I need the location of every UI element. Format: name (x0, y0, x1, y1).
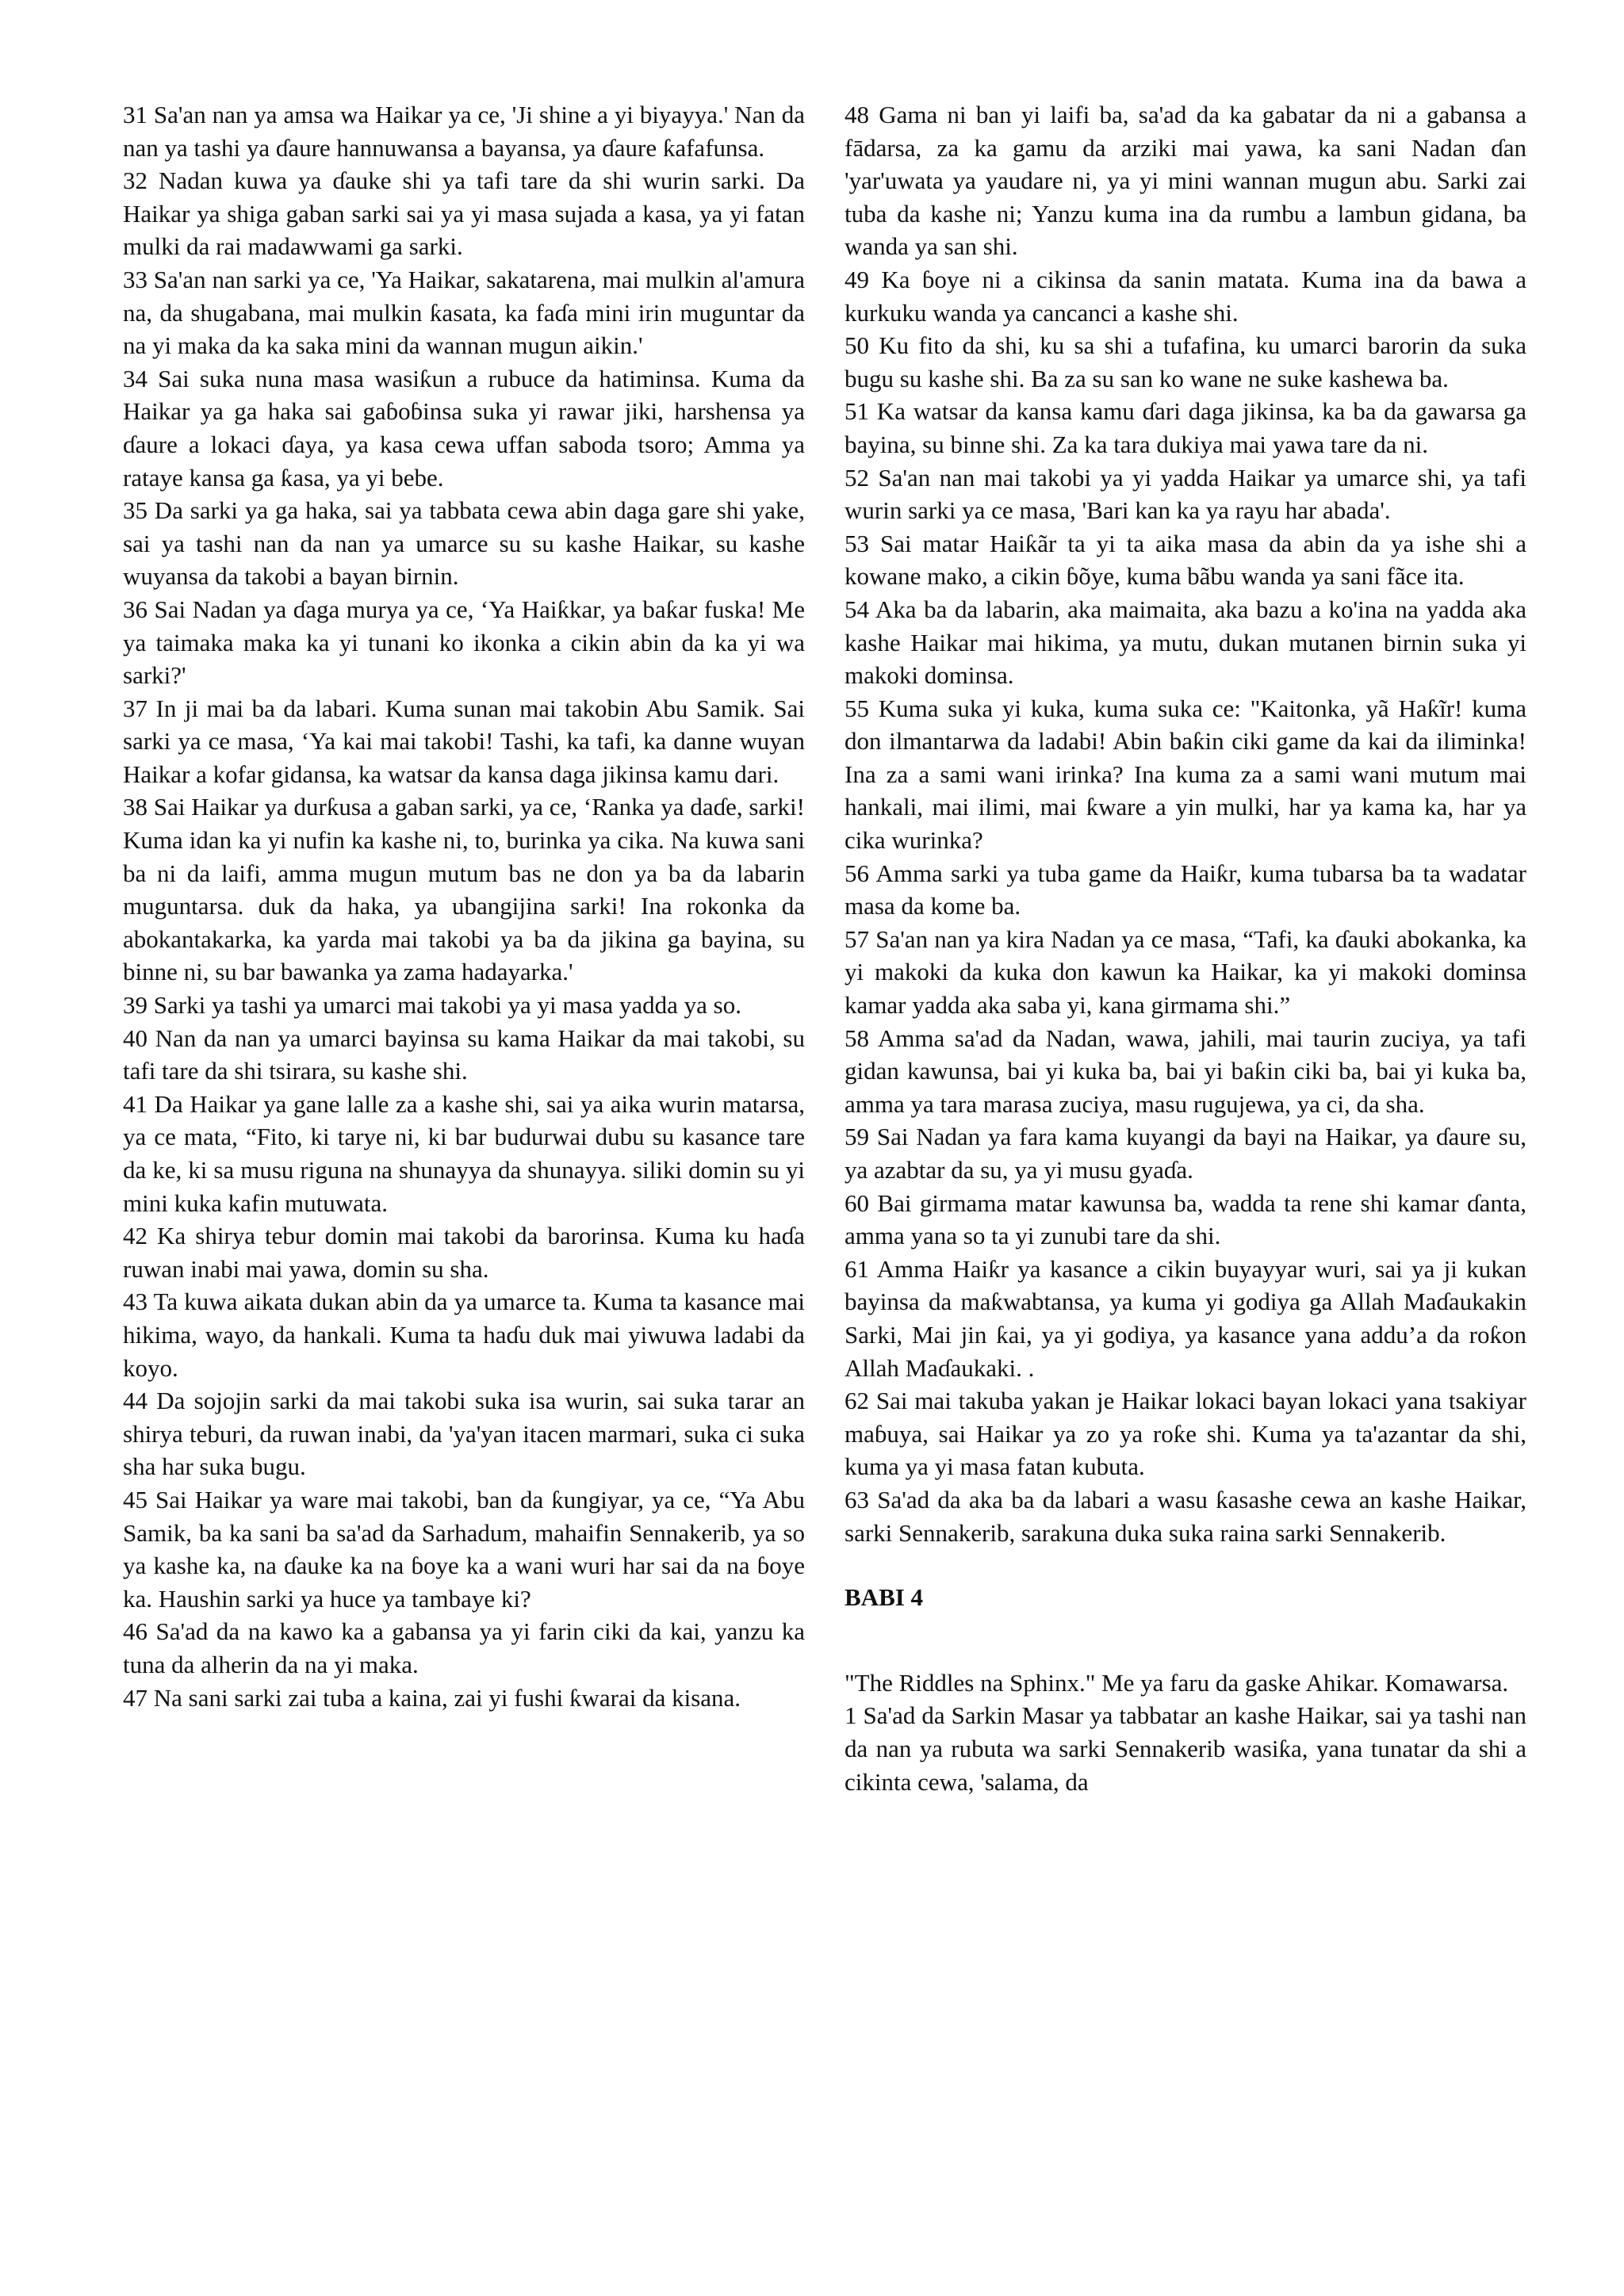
verse: 62 Sai mai takuba yakan je Haikar lokaci bayan lokaci yana tsakiyar maɓuya, sai Haikar ya zo ya roƙe shi. Kuma ya ta'azantar da shi, kuma ya yi masa fatan kubuta. (845, 1387, 1526, 1481)
verse: 40 Nan da nan ya umarci bayinsa su kama Haikar da mai takobi, su tafi tare da shi tsirara, su kashe shi. (123, 1024, 805, 1085)
verse: 55 Kuma suka yi kuka, kuma suka ce: "Kaitonka, yã Haƙĩr! kuma don ilmantarwa da ladabi! Abin baƙin ciki game da kai da iliminka! Ina za a sami wani irinka? Ina kuma za a sami wani mutum mai hankali, mai ilimi, mai ƙware a yin mulki, har ya kama ka, har ya cika wurinka? (845, 694, 1526, 855)
verse: 35 Da sarki ya ga haka, sai ya tabbata cewa abin daga gare shi yake, sai ya tashi nan da nan ya umarce su su kashe Haikar, su kashe wuyansa da takobi a bayan birnin. (123, 496, 805, 591)
verse: 57 Sa'an nan ya kira Nadan ya ce masa, “Tafi, ka ɗauki abokanka, ka yi makoki da kuka don kawun ka Haikar, ka yi makoki dominsa kamar yadda aka saba yi, kana girmama shi.” (845, 924, 1526, 1020)
verse: 45 Sai Haikar ya ware mai takobi, ban da ƙungiyar, ya ce, “Ya Abu Samik, ba ka sani ba sa'ad da Sarhadum, mahaifin Sennakerib, ya so ya kashe ka, na ɗauke ka na ɓoye ka a wani wuri har sai da na ɓoye ka. Haushin sarki ya huce ya tambaye ki? (123, 1485, 805, 1613)
verse: 47 Na sani sarki zai tuba a kaina, zai yi fushi ƙwarai da kisana. (123, 1683, 741, 1712)
verse: 33 Sa'an nan sarki ya ce, 'Ya Haikar, sakatarena, mai mulkin al'amura na, da shugabana, mai mulkin ƙasata, ka faɗa mini irin muguntar da na yi maka da ka saka mini da wannan mugun aikin.' (123, 265, 805, 360)
verse: 38 Sai Haikar ya durƙusa a gaban sarki, ya ce, ‘Ranka ya daɗe, sarki! Kuma idan ka yi nufin ka kashe ni, to, burinka ya cika. Na kuwa sani ba ni da laifi, amma mugun mutum bas ne don ya ba da labarin muguntarsa. duk da haka, ya ubangijina sarki! Ina rokonka da abokantakarka, ka yarda mai takobi ya ba da jikina ga bayina, su binne ni, su bar bawanka ya zama hadayarka.' (123, 793, 805, 986)
verse: 39 Sarki ya tashi ya umarci mai takobi ya yi masa yadda ya so. (123, 991, 741, 1020)
verse: 58 Amma sa'ad da Nadan, wawa, jahili, mai taurin zuciya, ya tafi gidan kawunsa, bai yi kuka ba, bai yi baƙin ciki ba, bai yi kuka ba, amma ya tara marasa zuciya, masu rugujewa, ya ci, da sha. (845, 1024, 1526, 1118)
chapter-intro: "The Riddles na Sphinx." Me ya faru da gaske Ahikar. Komawarsa. (845, 1668, 1509, 1697)
verse: 49 Ka ɓoye ni a cikinsa da sanin matata. Kuma ina da bawa a kurkuku wanda ya cancanci a kashe shi. (845, 265, 1526, 327)
verse: 46 Sa'ad da na kawo ka a gabansa ya yi farin ciki da kai, yanzu ka tuna da alherin da na yi maka. (123, 1617, 805, 1678)
chapter-heading: BABI 4 (845, 1583, 924, 1612)
chapter-verse-1: 1 Sa'ad da Sarkin Masar ya tabbatar an kashe Haikar, sai ya tashi nan da nan ya rubuta wa sarki Sennakerib wasiƙa, yana tunatar da shi a cikinta cewa, 'salama, da (845, 1701, 1526, 1796)
verse: 44 Da sojojin sarki da mai takobi suka isa wurin, sai suka tarar an shirya teburi, da ruwan inabi, da 'ya'yan itacen marmari, suka ci suka sha har suka bugu. (123, 1387, 805, 1481)
verse: 53 Sai matar Haiƙãr ta yi ta aika masa da abin da ya ishe shi a kowane mako, a cikin ɓõye, kuma bãbu wanda ya sani fãce ita. (845, 529, 1526, 591)
verse: 36 Sai Nadan ya ɗaga murya ya ce, ‘Ya Haiƙkar, ya baƙar fuska! Me ya taimaka maka ka yi tunani ko ikonka a cikin abin da ka yi wa sarki?' (123, 595, 805, 690)
verse: 42 Ka shirya tebur domin mai takobi da barorinsa. Kuma ku haɗa ruwan inabi mai yawa, domin su sha. (123, 1222, 805, 1283)
verse: 51 Ka watsar da kansa kamu ɗari daga jikinsa, ka ba da gawarsa ga bayina, su binne shi. Za ka tara dukiya mai yawa tare da ni. (845, 397, 1526, 458)
verse: 50 Ku fito da shi, ku sa shi a tufafina, ku umarci barorin da suka bugu su kashe shi. Ba za su san ko wane ne suke kashewa ba. (845, 331, 1526, 392)
verse: 61 Amma Haiƙr ya kasance a cikin buyayyar wuri, sai ya ji kukan bayinsa da maƙwabtansa, ya kuma yi godiya ga Allah Maɗaukakin Sarki, Mai jin ƙai, ya yi godiya, ya kasance yana addu’a da roƙon Allah Maɗaukaki. . (845, 1254, 1526, 1382)
verse: 63 Sa'ad da aka ba da labari a wasu ƙasashe cewa an kashe Haikar, sarki Sennakerib, sarakuna duka suka raina sarki Sennakerib. (845, 1485, 1526, 1547)
verse: 52 Sa'an nan mai takobi ya yi yadda Haikar ya umarce shi, ya tafi wurin sarki ya ce masa, 'Bari kan ka ya rayu har abada'. (845, 463, 1526, 525)
verse: 54 Aka ba da labarin, aka maimaita, aka bazu a ko'ina na yadda aka kashe Haikar mai hikima, ya mutu, dukan mutanen birnin suka yi makoki dominsa. (845, 595, 1526, 690)
verse: 56 Amma sarki ya tuba game da Haiƙr, kuma tubarsa ba ta wadatar masa da kome ba. (845, 859, 1526, 920)
verse: 43 Ta kuwa aikata dukan abin da ya umarce ta. Kuma ta kasance mai hikima, wayo, da hankali. Kuma ta haɗu duk mai yiwuwa ladabi da koyo. (123, 1288, 805, 1382)
verse: 60 Bai girmama matar kawunsa ba, wadda ta rene shi kamar ɗanta, amma yana so ta yi zunubi tare da shi. (845, 1188, 1526, 1250)
left-column (123, 98, 805, 1714)
verse: 59 Sai Nadan ya fara kama kuyangi da bayi na Haikar, ya ɗaure su, ya azabtar da su, ya yi musu gyaɗa. (845, 1123, 1526, 1184)
verse: 48 Gama ni ban yi laifi ba, sa'ad da ka gabatar da ni a gabansa a fādarsa, za ka gamu da arziki mai yawa, ka sani Nadan ɗan 'yar'uwata ya yaudare ni, ya yi mini wannan mugun abu. Sarki zai tuba da kashe ni; Yanzu kuma ina da rumbu a lambun gidana, ba wanda ya san shi. (845, 101, 1526, 261)
verse: 32 Nadan kuwa ya ɗauke shi ya tafi tare da shi wurin sarki. Da Haikar ya shiga gaban sarki sai ya yi masa sujada a kasa, ya yi fatan mulki da rai madawwami ga sarki. (123, 166, 805, 261)
right-verses (845, 98, 1526, 1549)
verse: 34 Sai suka nuna masa wasiƙun a rubuce da hatiminsa. Kuma da Haikar ya ga haka sai gaɓoɓinsa suka yi rawar jiki, harshensa ya ɗaure a lokaci ɗaya, ya kasa cewa uffan saboda tsoro; Amma ya rataye kansa ga ƙasa, ya yi bebe. (123, 364, 805, 492)
verse: 41 Da Haikar ya gane lalle za a kashe shi, sai ya aika wurin matarsa, ya ce mata, “Fito, ki tarye ni, ki bar budurwai dubu su kasance tare da ke, ki sa musu riguna na shunayya da shunayya. siliki domin su yi mini kuka kafin mutuwata. (123, 1089, 805, 1217)
verse: 37 In ji mai ba da labari. Kuma sunan mai takobin Abu Samik. Sai sarki ya ce masa, ‘Ya kai mai takobi! Tashi, ka tafi, ka danne wuyan Haikar a kofar gidansa, ka watsar da kansa daga jikinsa kamu dari. (123, 694, 805, 788)
right-column (845, 98, 1526, 1798)
verse: 31 Sa'an nan ya amsa wa Haikar ya ce, 'Ji shine a yi biyayya.' Nan da nan ya tashi ya ɗaure hannuwansa a bayansa, ya ɗaure ƙafafunsa. (123, 101, 805, 162)
